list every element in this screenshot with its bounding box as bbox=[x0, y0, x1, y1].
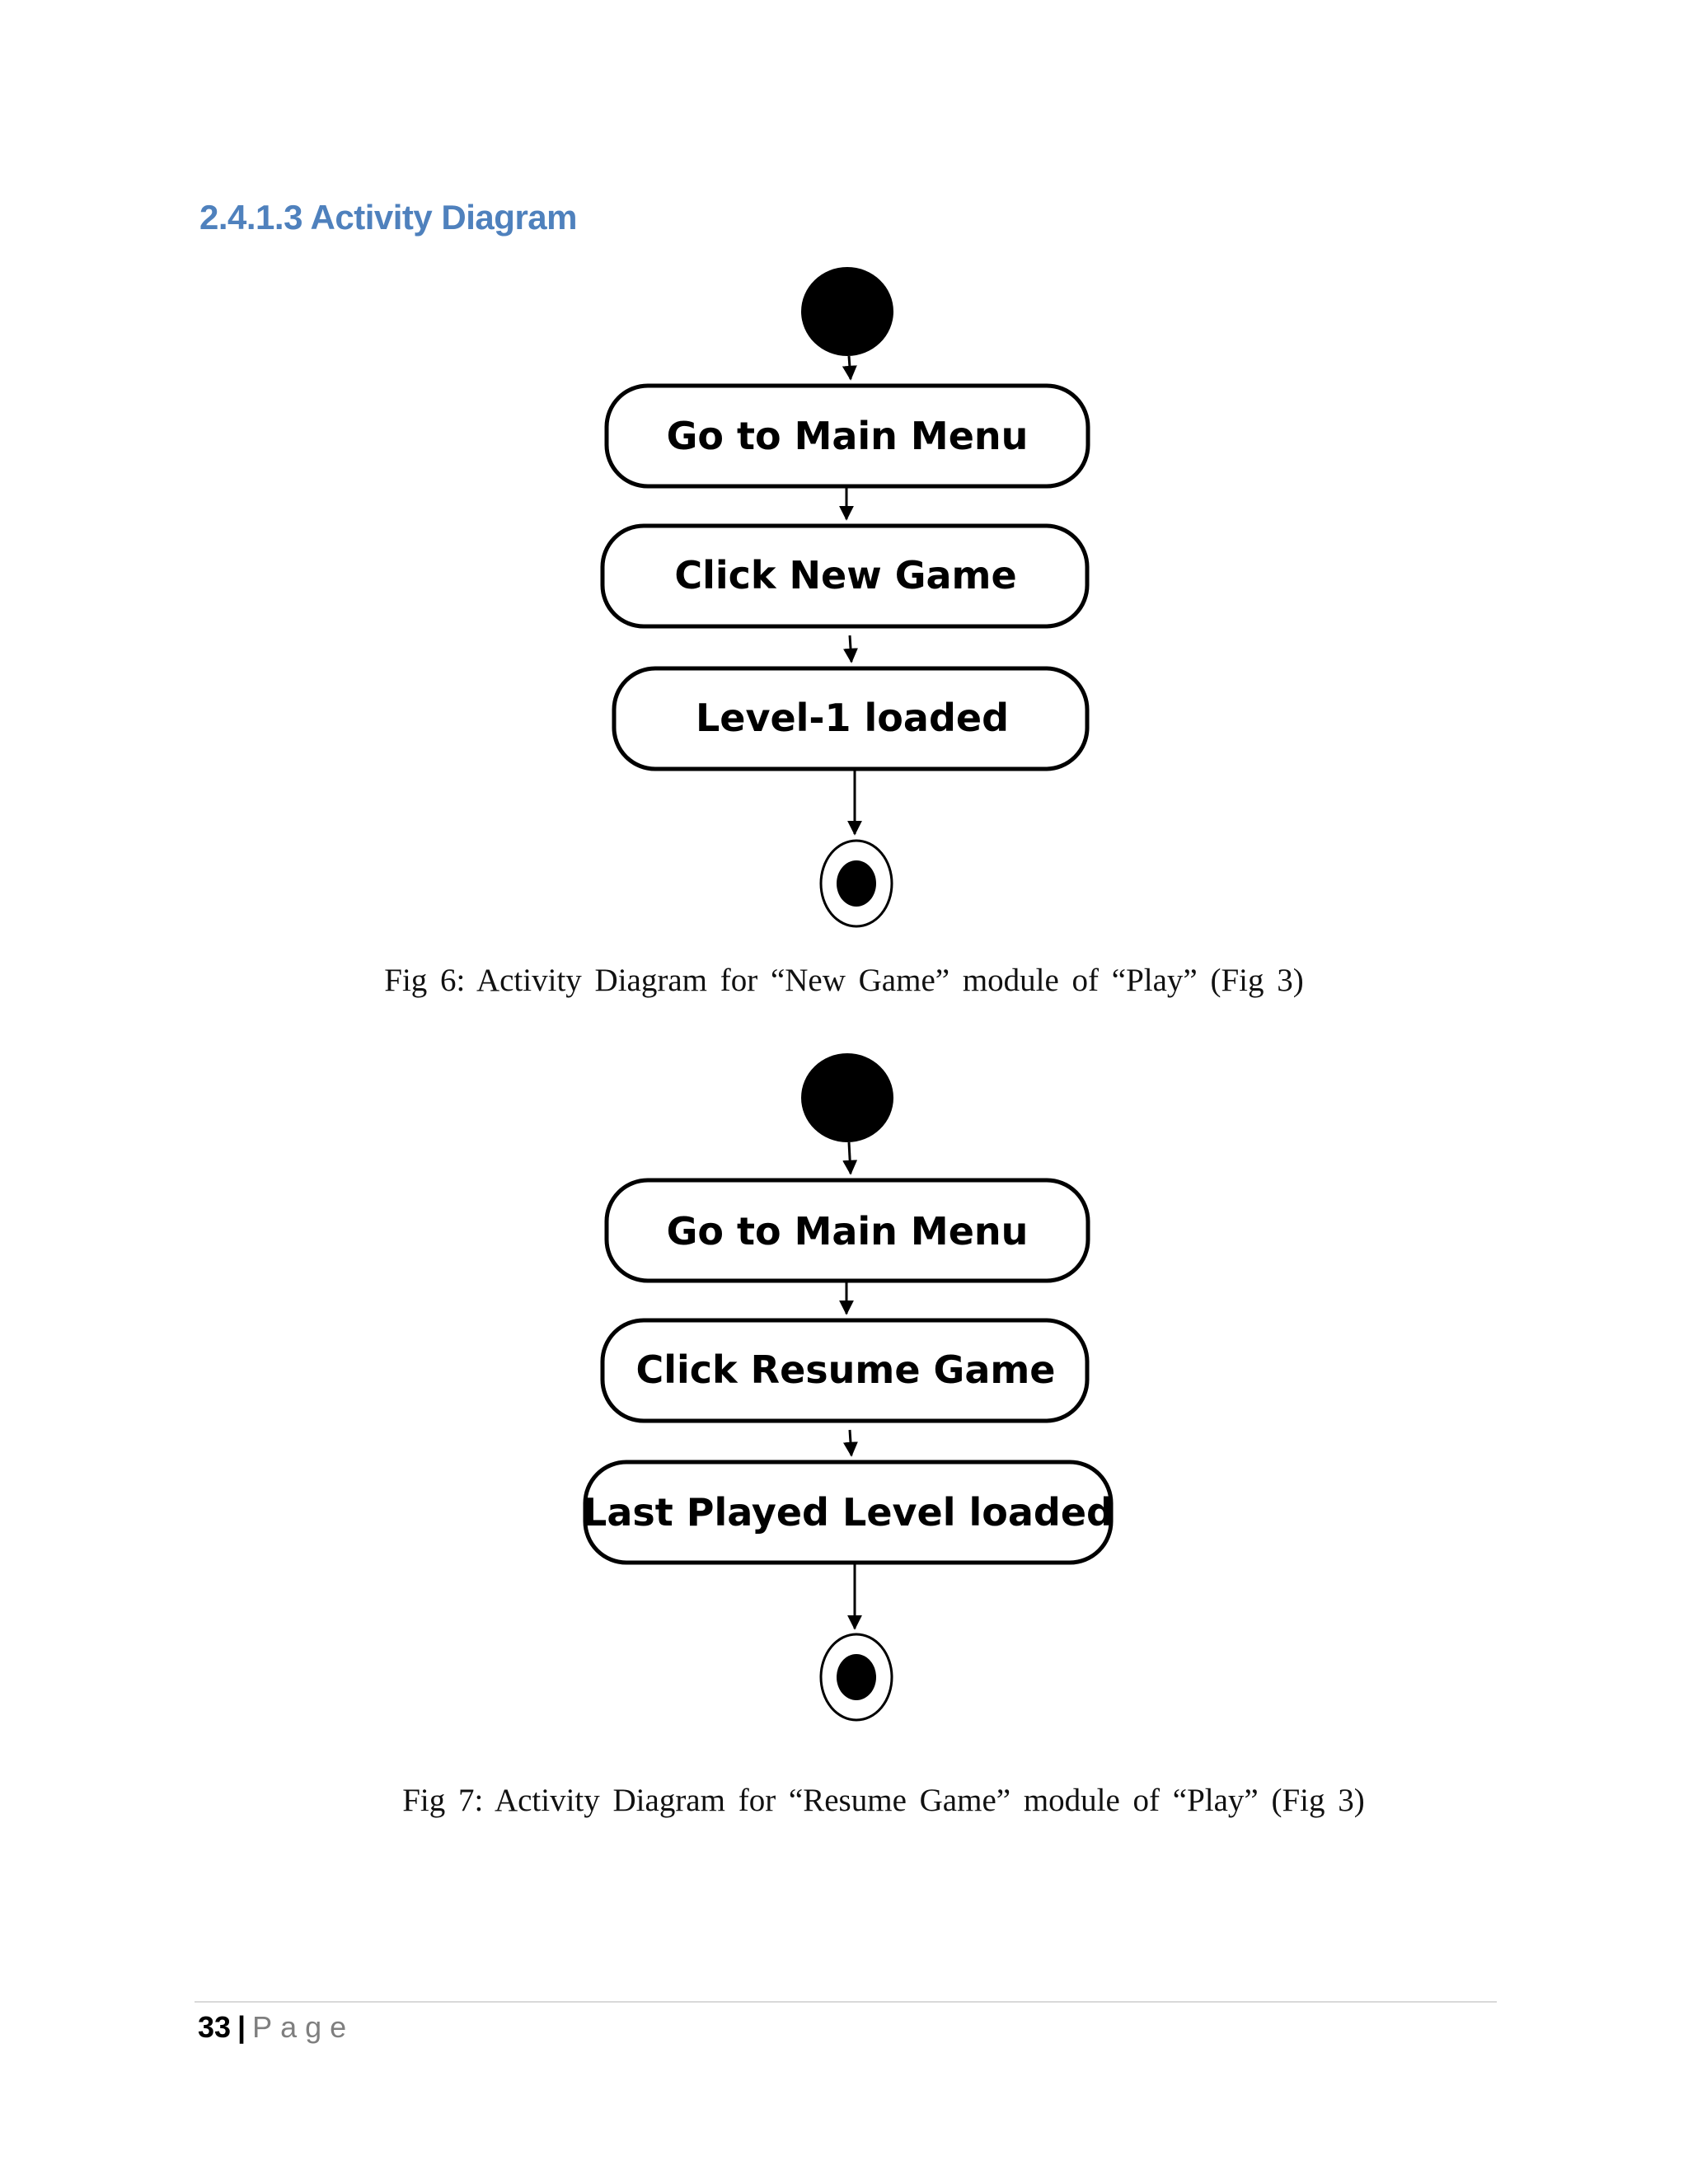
activity-label: Go to Main Menu bbox=[666, 414, 1029, 458]
figure-caption: Fig 7: Activity Diagram for “Resume Game” module of “Play” (Fig 3) bbox=[402, 1783, 1365, 1818]
final-node bbox=[821, 1634, 892, 1720]
figure-caption: Fig 6: Activity Diagram for “New Game” module of “Play” (Fig 3) bbox=[384, 963, 1304, 998]
activity-label: Last Played Level loaded bbox=[583, 1490, 1114, 1535]
activity-label: Click Resume Game bbox=[635, 1347, 1056, 1392]
flow-arrow bbox=[849, 1142, 851, 1174]
initial-node bbox=[801, 267, 893, 356]
activity-label: Level-1 loaded bbox=[695, 696, 1010, 740]
flow-arrow bbox=[849, 356, 851, 379]
page-number: 33 bbox=[198, 2010, 232, 2044]
flow-arrow bbox=[850, 635, 851, 662]
page-footer bbox=[198, 2009, 354, 2046]
diagram-resume-game bbox=[583, 1053, 1114, 1720]
section-heading: 2.4.1.3 Activity Diagram bbox=[199, 198, 577, 237]
activity-label: Click New Game bbox=[674, 553, 1017, 598]
initial-node bbox=[801, 1053, 893, 1142]
footer-separator: | bbox=[237, 2010, 246, 2044]
final-node bbox=[821, 841, 892, 926]
diagram-new-game bbox=[603, 267, 1088, 926]
footer-divider bbox=[195, 2001, 1497, 2003]
flow-arrow bbox=[850, 1430, 851, 1455]
activity-label: Go to Main Menu bbox=[666, 1209, 1029, 1254]
page-label: Page bbox=[252, 2010, 355, 2044]
